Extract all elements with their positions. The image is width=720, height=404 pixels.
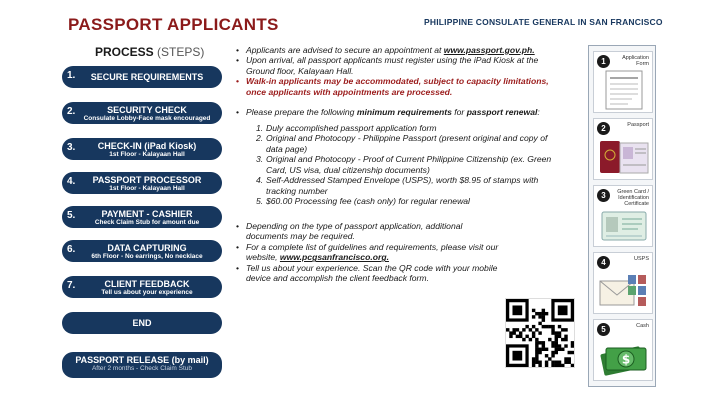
step-subtitle: Consulate Lobby-Face mask encouraged: [83, 115, 211, 122]
card-label: Application Form: [622, 55, 649, 68]
card-passport: [593, 118, 653, 180]
feedback-qr-code[interactable]: [505, 298, 575, 368]
card-label: Green Card / Identification Certificate: [617, 189, 649, 208]
card-label: USPS: [634, 256, 649, 262]
step-number: 7.: [67, 280, 76, 291]
step-subtitle: After 2 months - Check Claim Stub: [91, 365, 193, 372]
passport-icon: [598, 137, 650, 177]
application-form-icon: [598, 70, 650, 110]
step-title: CLIENT FEEDBACK: [104, 279, 190, 289]
bullet-text: For a complete list of guidelines and requirements, please visit our website,: [246, 241, 499, 263]
bullet-bold-text: passport renewal: [466, 107, 538, 118]
list-item: [256, 175, 564, 196]
card-usps: [593, 252, 653, 314]
step-title: SECURITY CHECK: [107, 105, 187, 115]
list-text: Self-Addressed Stamped Envelope (USPS), worth $8.95 of stamps with tracking number: [266, 175, 539, 196]
bullet-text: Please prepare the following: [246, 107, 355, 118]
requirements-list: [234, 123, 564, 207]
card-application-form: [593, 51, 653, 113]
cash-icon: [598, 338, 650, 378]
card-number: 4: [597, 256, 610, 269]
card-cash: [593, 319, 653, 381]
step-subtitle: 1st Floor - Kalayaan Hall: [109, 151, 185, 158]
list-number: 1.: [256, 122, 264, 133]
step-title: SECURE REQUIREMENTS: [90, 72, 204, 82]
bullet-website: [234, 242, 499, 263]
process-heading-steps: (STEPS): [157, 45, 205, 59]
requirements-sidebar: [588, 45, 656, 387]
step-payment-cashier: [62, 206, 222, 228]
id-card-icon: [598, 204, 650, 244]
step-title: DATA CAPTURING: [107, 243, 187, 253]
step-number: 5.: [67, 210, 76, 221]
bullet-text: :: [537, 107, 540, 118]
bullet-text: for: [454, 107, 465, 118]
bullet-registration: • Upon arrival, all passport applicants must register using the iPad Kiosk at the Ground floor, Kalayaan Hall.: [234, 55, 564, 76]
step-passport-processor: [62, 172, 222, 194]
bullet-text: Applicants are advised to secure an appointment at: [246, 45, 442, 55]
card-number: 2: [597, 122, 610, 135]
step-subtitle: 1st Floor - Kalayaan Hall: [109, 185, 185, 192]
step-security-check: [62, 102, 222, 124]
list-number: 3.: [256, 154, 264, 165]
list-text: Duly accomplished passport application form: [266, 122, 437, 133]
envelope-stamps-icon: [598, 271, 650, 311]
page-title: PASSPORT APPLICANTS: [68, 15, 279, 34]
step-data-capturing: [62, 240, 222, 262]
list-number: 2.: [256, 133, 264, 144]
step-passport-release: [62, 352, 222, 378]
step-title: PASSPORT PROCESSOR: [92, 175, 202, 185]
step-check-in: [62, 138, 222, 160]
consulate-website-link[interactable]: www.pcgsanfrancisco.org.: [279, 252, 389, 263]
step-subtitle: Tell us about your experience: [101, 289, 193, 296]
step-secure-requirements: [62, 66, 222, 88]
list-number: 5.: [256, 196, 264, 207]
list-number: 4.: [256, 175, 264, 186]
qr-code-icon: [506, 299, 574, 367]
step-title: END: [132, 318, 152, 328]
bullet-feedback: • Tell us about your experience. Scan the QR code with your mobile device and accomplish the client feedback form.: [234, 263, 499, 284]
list-item: [256, 123, 564, 133]
card-label: Passport: [627, 122, 649, 128]
card-number: 5: [597, 323, 610, 336]
list-text: Original and Photocopy - Philippine Passport (present original and copy of data page): [266, 133, 548, 154]
passport-website-link[interactable]: www.passport.gov.ph.: [443, 45, 535, 55]
step-number: 1.: [67, 70, 76, 81]
list-item: [256, 154, 564, 175]
list-text: Original and Photocopy - Proof of Current Philippine Citizenship (ex. Green Card, US visa, dual citizenship documents): [266, 154, 552, 175]
step-title: PAYMENT - CASHIER: [101, 209, 193, 219]
bullet-additional-docs: • Depending on the type of passport application, additional documents may be required.: [234, 221, 499, 242]
list-item: [256, 133, 564, 154]
step-number: 3.: [67, 142, 76, 153]
step-title: PASSPORT RELEASE (by mail): [75, 355, 209, 365]
step-number: 6.: [67, 244, 76, 255]
list-item: [256, 196, 564, 206]
process-heading-label: PROCESS: [95, 45, 154, 59]
step-number: 4.: [67, 176, 76, 187]
step-client-feedback: [62, 276, 222, 298]
instructions: [234, 45, 564, 284]
consulate-name: PHILIPPINE CONSULATE GENERAL IN SAN FRANCISCO: [424, 17, 663, 27]
bullet-bold-text: minimum requirements: [356, 107, 452, 118]
card-green-card: [593, 185, 653, 247]
card-number: 1: [597, 55, 610, 68]
svg-text:$: $: [621, 352, 631, 367]
step-subtitle: 6th Floor - No earrings, No necklace: [91, 253, 203, 260]
bullet-requirements-intro: [234, 107, 564, 117]
step-subtitle: Check Claim Stub for amount due: [94, 219, 200, 226]
list-text: $60.00 Processing fee (cash only) for regular renewal: [266, 196, 470, 207]
step-end: [62, 312, 222, 334]
step-title: CHECK-IN (iPad Kiosk): [97, 141, 197, 151]
card-number: 3: [597, 189, 610, 202]
bullet-walk-in: • Walk-in applicants may be accommodated, subject to capacity limitations, once applicants with appointments are processed.: [234, 76, 564, 97]
card-label: Cash: [636, 323, 649, 329]
bullet-appointment: [234, 45, 564, 55]
step-number: 2.: [67, 106, 76, 117]
process-heading: [95, 45, 204, 59]
